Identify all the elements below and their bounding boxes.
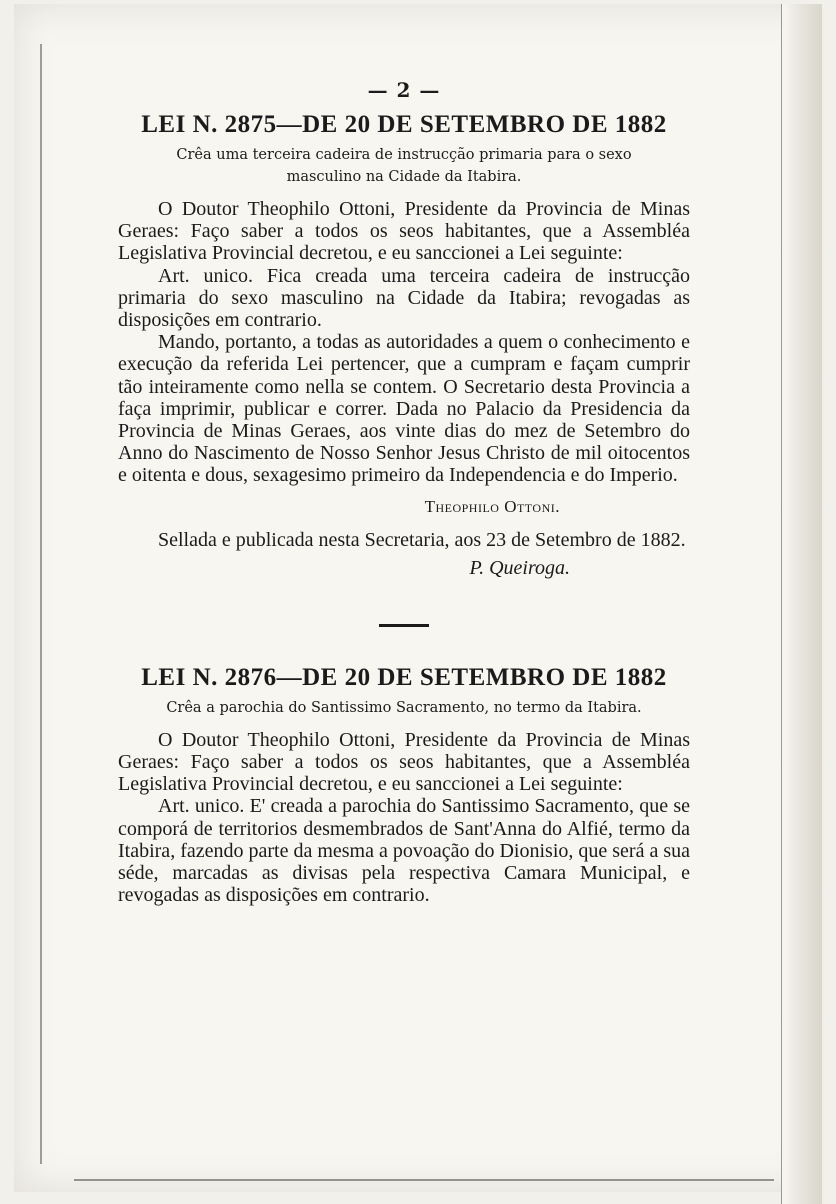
page-number: — 2 — [367,78,441,102]
law-2875 [118,110,690,580]
signature: Theophilo Ottoni. [424,496,560,516]
law-summary [118,144,690,188]
law-2876 [118,663,690,907]
law-title: LEI N. 2876—DE 20 DE SETEMBRO DE 1882 [141,663,667,691]
law-body [118,198,690,487]
page-left-edge [40,44,46,1164]
law-summary-line: masculino na Cidade da Itabira. [286,169,522,185]
page-right-edge [781,4,822,1204]
preamble-paragraph: O Doutor Theophilo Ottoni, Presidente da Provincia de Minas Geraes: Faço saber a todos os seos habitantes, que a Assembléa Legislativa Provincial decretou, e eu sanccionei a Lei seguinte: [118,198,690,265]
text-column [118,78,690,906]
law-summary: Crêa a parochia do Santissimo Sacramento, no termo da Itabira. [166,699,642,716]
secretary-signature: P. Queiroga. [469,556,570,579]
page-bottom-edge [74,1179,774,1181]
article-paragraph: Art. unico. E' creada a parochia do Santissimo Sacramento, que se comporá de territorios desmembrados de Sant'Anna do Alfié, termo da Itabira, fazendo parte da mesma a povoação do Dionisio, que será a sua séde, marcadas as divisas pela respectiva Camara Municipal, e revogadas as disposições em contrario. [118,795,690,907]
mandate-paragraph: Mando, portanto, a todas as autoridades a quem o conhecimento e execução da referida Lei pertencer, que a cumpram e façam cumprir tão inteiramente como nella se contem. O Secretario desta Provincia a faça imprimir, publicar e correr. Dada no Palacio da Presidencia da Provincia de Minas Geraes, aos vinte dias do mez de Setembro do Anno do Nascimento de Nosso Senhor Jesus Christo de mil oitocentos e oitenta e dous, sexagesimo primeiro da Independencia e do Imperio. [118,331,690,487]
law-summary-line: Crêa uma terceira cadeira de instrucção primaria para o sexo [176,147,632,163]
preamble-paragraph: O Doutor Theophilo Ottoni, Presidente da Provincia de Minas Geraes: Faço saber a todos os seos habitantes, que a Assembléa Legislativa Provincial decretou, e eu sanccionei a Lei seguinte: [118,728,690,796]
sealed-note: Sellada e publicada nesta Secretaria, aos 23 de Setembro de 1882. [158,528,686,551]
law-body [118,729,690,907]
article-paragraph: Art. unico. Fica creada uma terceira cadeira de instrucção primaria do sexo masculino na Cidade da Itabira; revogadas as disposições em contrario. [118,264,690,332]
section-divider [379,624,429,627]
law-title: LEI N. 2875—DE 20 DE SETEMBRO DE 1882 [141,111,667,138]
